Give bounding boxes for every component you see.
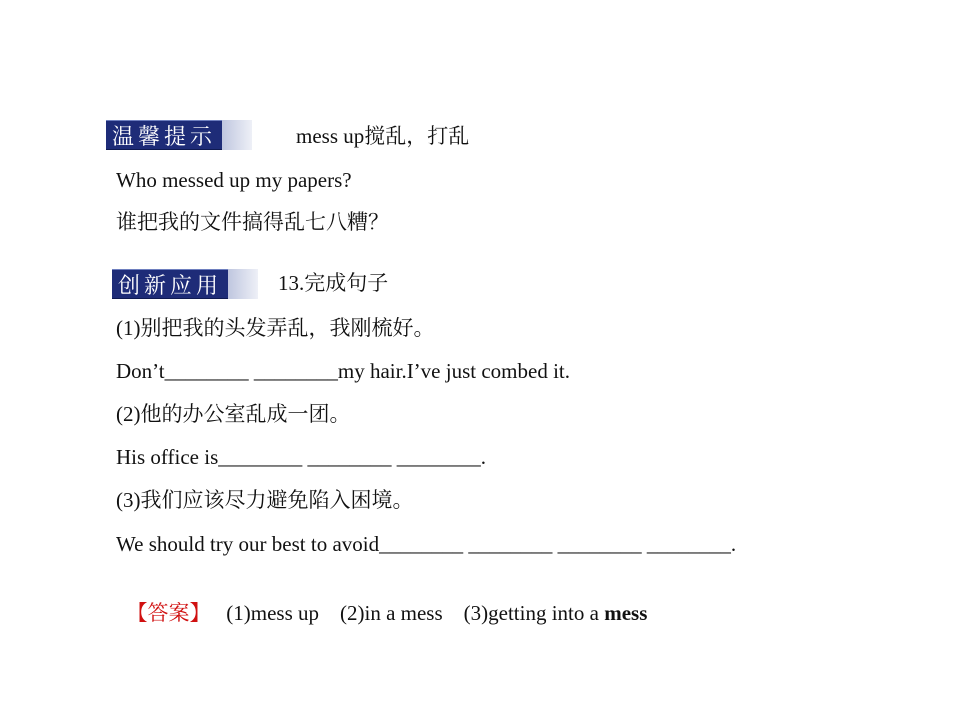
item-3-zh: (3)我们应该尽力避免陷入困境。 bbox=[116, 488, 414, 512]
answer-3-prefix: (3)getting into a bbox=[463, 601, 605, 625]
tip-badge-label: 温馨提示 bbox=[106, 120, 222, 150]
tip-example-en: Who messed up my papers? bbox=[116, 168, 352, 192]
item-3-en: We should try our best to avoid________ ________ ________ ________. bbox=[116, 532, 737, 556]
answer-1: (1)mess up bbox=[226, 601, 319, 625]
item-2-zh: (2)他的办公室乱成一团。 bbox=[116, 402, 351, 426]
tip-example-zh: 谁把我的文件搞得乱七八糟？ bbox=[116, 210, 389, 234]
exercise-heading: 13.完成句子 bbox=[278, 271, 389, 295]
tip-badge bbox=[106, 120, 252, 150]
answer-3-bold: mess bbox=[604, 601, 648, 625]
exercise-badge bbox=[112, 269, 258, 299]
tip-heading: mess up搅乱，打乱 bbox=[296, 124, 470, 148]
item-1-en: Don’t________ ________my hair.I’ve just combed it. bbox=[116, 359, 570, 383]
answer-2: (2)in a mess bbox=[340, 601, 443, 625]
tip-badge-tail bbox=[222, 120, 252, 150]
exercise-badge-label: 创新应用 bbox=[112, 269, 228, 299]
answer-label: 【答案】 bbox=[126, 601, 211, 625]
exercise-badge-tail bbox=[228, 269, 258, 299]
answer-line bbox=[116, 574, 647, 626]
item-2-en: His office is________ ________ ________. bbox=[116, 445, 487, 469]
item-1-zh: (1)别把我的头发弄乱，我刚梳好。 bbox=[116, 316, 435, 340]
